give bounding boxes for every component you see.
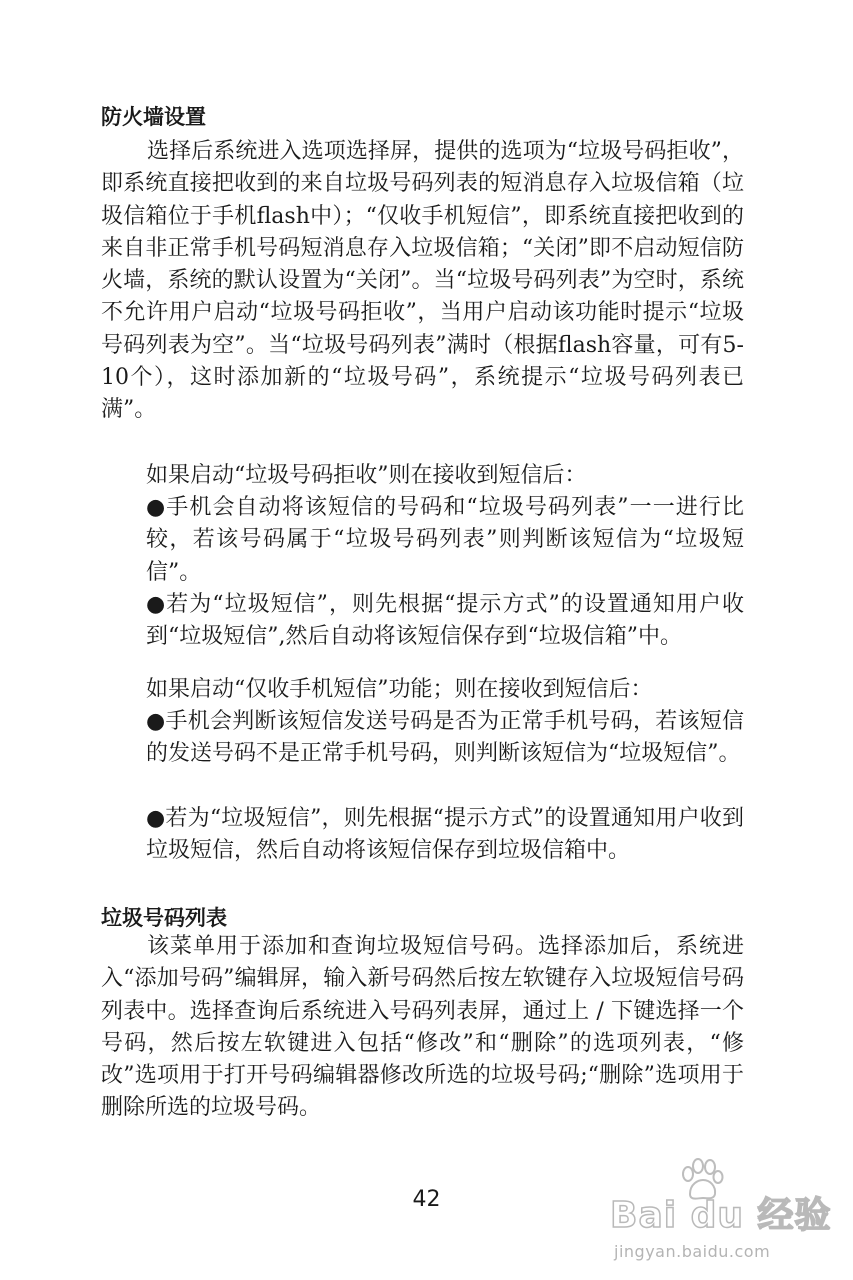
firewall-intro-paragraph: 选择后系统进入选项选择屏，提供的选项为“垃圾号码拒收”，即系统直接把收到的来自垃圾号码列表的短消息存入垃圾信箱（垃圾信箱位于手机flash中）；“仅收手机短信”，即系统直接把收到的来自非正常手机号码短消息存入垃圾信箱；“关闭”即不启动短信防火墙，系统的默认设置为“关闭”。当“垃圾号码列表”为空时，系统不允许用户启动“垃圾号码拒收”，当用户启动该功能时提示“垃圾号码列表为空”。当“垃圾号码列表”满时（根据flash容量，可有5-10个），这时添加新的“垃圾号码”，系统提示“垃圾号码列表已满”。: [101, 139, 744, 423]
page-number: 42: [412, 1187, 441, 1212]
case2-bullet-2: ●若为“垃圾短信”，则先根据“提示方式”的设置通知用户收到垃圾短信，然后自动将该短信保存到垃圾信箱中。: [146, 806, 744, 864]
case1-title: 如果启动“垃圾号码拒收”则在接收到短信后：: [146, 463, 587, 488]
section-heading-firewall: 防火墙设置: [101, 105, 206, 129]
section-heading-junk-list: 垃圾号码列表: [101, 906, 227, 930]
case1-bullet-1: ●手机会自动将该短信的号码和“垃圾号码列表”一一进行比较，若该号码属于“垃圾号码列表”则判断该短信为“垃圾短信”。: [146, 495, 744, 585]
case1-bullet-2: ●若为“垃圾短信”，则先根据“提示方式”的设置通知用户收到“垃圾短信”,然后自动将该短信保存到“垃圾信箱”中。: [146, 592, 744, 650]
case2-title: 如果启动“仅收手机短信”功能；则在接收到短信后：: [146, 677, 653, 702]
watermark: [600, 1158, 850, 1278]
junk-list-paragraph: 该菜单用于添加和查询垃圾短信号码。选择添加后，系统进入“添加号码”编辑屏，输入新号码然后按左软键存入垃圾短信号码列表中。选择查询后系统进入号码列表屏，通过上 / 下键选择一个号码，然后按左软键进入包括“修改”和“删除”的选项列表，“修改”选项用于打开号码编辑器修改所选的垃圾号码;“删除”选项用于删除所选的垃圾号码。: [101, 934, 744, 1121]
case2-bullet-1: ●手机会判断该短信发送号码是否为正常手机号码，若该短信的发送号码不是正常手机号码，则判断该短信为“垃圾短信”。: [146, 709, 744, 767]
watermark-url: jingyan.baidu.com: [614, 1242, 771, 1261]
watermark-logo: Bai du 经验: [610, 1195, 832, 1236]
